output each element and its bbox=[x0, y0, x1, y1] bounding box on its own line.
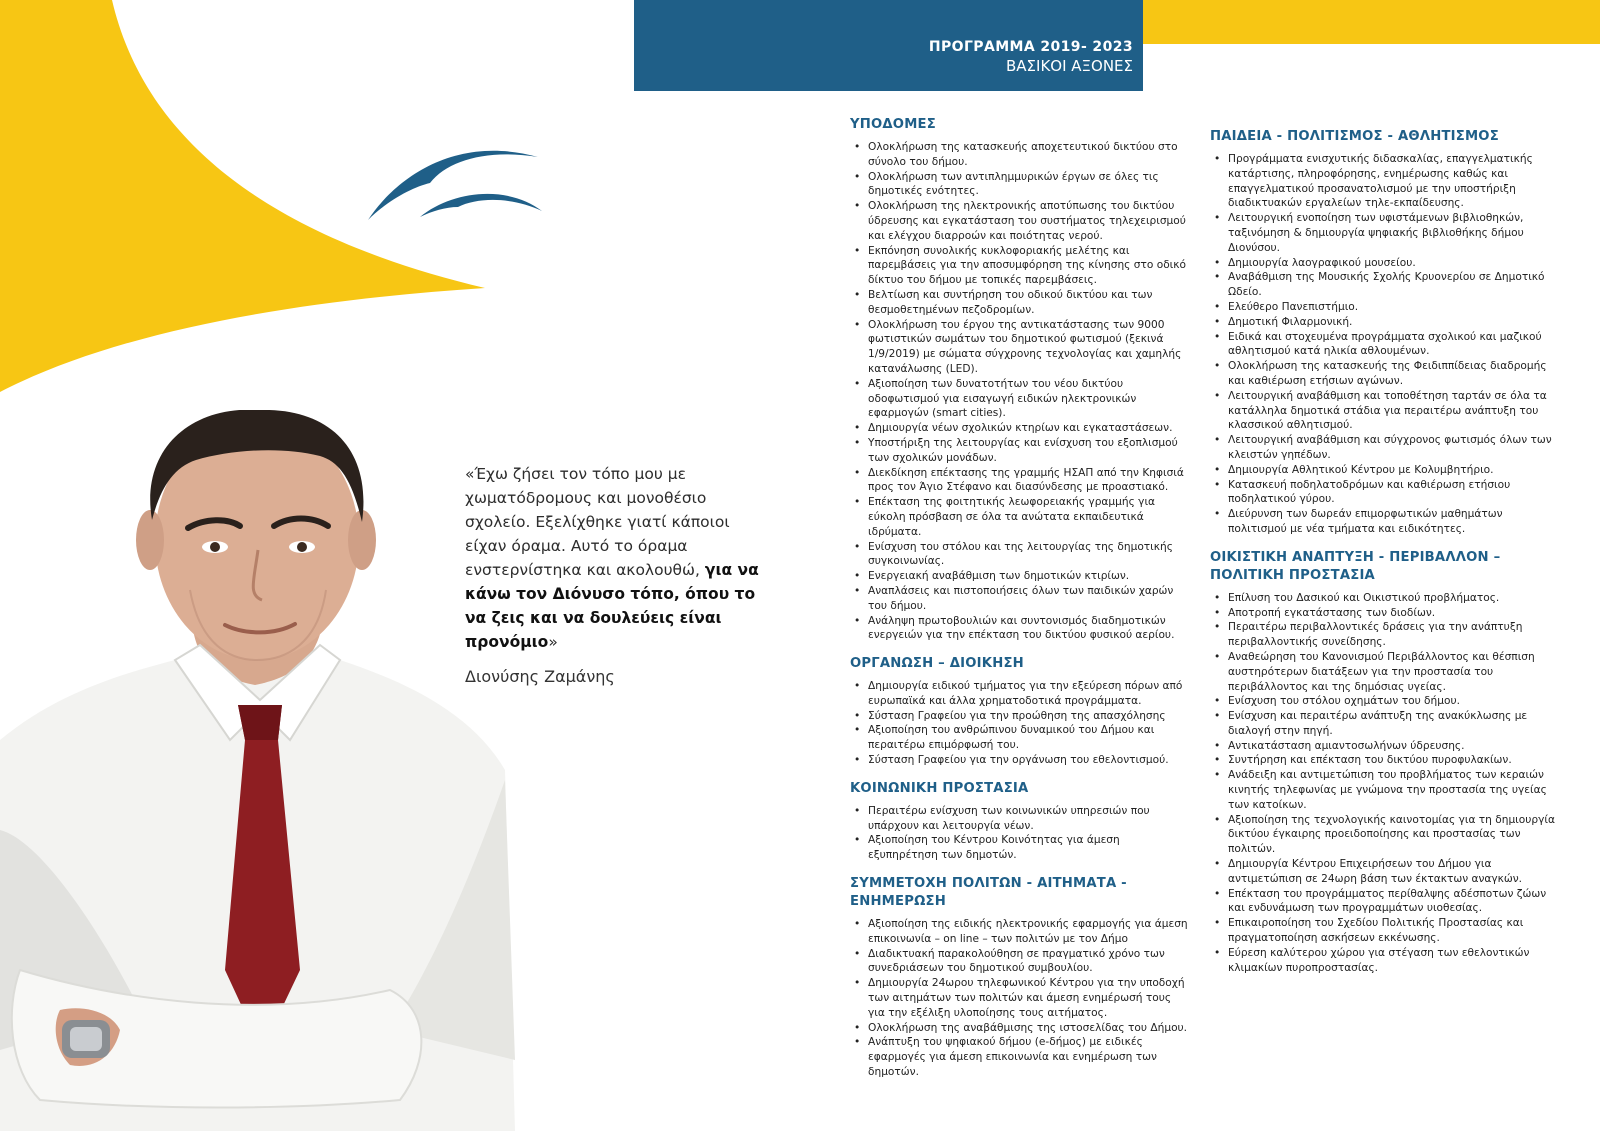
list-item: • Δημιουργία ειδικού τμήματος για την εξεύρεση πόρων από ευρωπαϊκά και άλλα χρηματοδοτικά προγράμματα. bbox=[868, 679, 1190, 709]
section-title: ΟΙΚΙΣΤΙΚΗ ΑΝΑΠΤΥΞΗ - ΠΕΡΙΒΑΛΛΟΝ – ΠΟΛΙΤΙΚΗ ΠΡΟΣΤΑΣΙΑ bbox=[1210, 549, 1501, 583]
list-item: • Ενίσχυση και περαιτέρω ανάπτυξη της ανακύκλωσης με διαλογή στην πηγή. bbox=[1228, 709, 1555, 739]
list-item: • Διαδικτυακή παρακολούθηση σε πραγματικό χρόνο των συνεδριάσεων του δημοτικού συμβουλίου. bbox=[868, 947, 1190, 977]
list-item: • Αναβάθμιση της Μουσικής Σχολής Κρυονερίου σε Δημοτικό Ωδείο. bbox=[1228, 270, 1555, 300]
list-item: • Δημιουργία Κέντρου Επιχειρήσεων του Δήμου για αντιμετώπιση σε 24ωρη βάση των έκτακτων αναγκών. bbox=[1228, 857, 1555, 887]
list-item: • Επέκταση της φοιτητικής λεωφορειακής γραμμής για εύκολη πρόσβαση σε όλα τα ανώτατα εκπαιδευτικά ιδρύματα. bbox=[868, 495, 1190, 539]
section-list bbox=[850, 804, 1190, 863]
list-item: • Ανάδειξη και αντιμετώπιση του προβλήματος των κεραιών κινητής τηλεφωνίας με γνώμονα την προστασία της υγείας των κατοίκων. bbox=[1228, 768, 1555, 812]
list-item: • Δημιουργία Αθλητικού Κέντρου με Κολυμβητήριο. bbox=[1228, 463, 1555, 478]
list-item: • Αξιοποίηση των δυνατοτήτων του νέου δικτύου οδοφωτισμού για εισαγωγή ειδικών ηλεκτρονικών εφαρμογών (smart cities). bbox=[868, 377, 1190, 421]
section-gap bbox=[1210, 537, 1555, 549]
list-item: • Ενίσχυση του στόλου οχημάτων του δήμου. bbox=[1228, 694, 1555, 709]
section-list bbox=[1210, 591, 1555, 976]
section-gap bbox=[850, 863, 1190, 875]
list-item: • Κατασκευή ποδηλατοδρόμων και καθιέρωση ετήσιου ποδηλατικού γύρου. bbox=[1228, 478, 1555, 508]
list-item: • Ανάπτυξη του ψηφιακού δήμου (e-δήμος) με ειδικές εφαρμογές για άμεση επικοινωνία και ενημέρωση των δημοτών. bbox=[868, 1035, 1190, 1079]
list-item: • Αντικατάσταση αμιαντοσωλήνων ύδρευσης. bbox=[1228, 739, 1555, 754]
list-item: • Αναπλάσεις και πιστοποιήσεις όλων των παιδικών χαρών του δήμου. bbox=[868, 584, 1190, 614]
section-list bbox=[1210, 152, 1555, 537]
section-list bbox=[850, 140, 1190, 643]
list-item: • Επίλυση του Δασικού και Οικιστικού προβλήματος. bbox=[1228, 591, 1555, 606]
list-item: • Εύρεση καλύτερου χώρου για στέγαση των εθελοντικών κλιμακίων πυροπροστασίας. bbox=[1228, 946, 1555, 976]
list-item: • Ειδικά και στοχευμένα προγράμματα σχολικού και μαζικού αθλητισμού κατά ηλικία αθλουμένων. bbox=[1228, 330, 1555, 360]
list-item: • Δημιουργία 24ωρου τηλεφωνικού Κέντρου για την υποδοχή των αιτημάτων των πολιτών και άμεση ενημέρωσή τους για την εξέλιξη υλοποίησης τους αιτήματος. bbox=[868, 976, 1190, 1020]
list-item: • Προγράμματα ενισχυτικής διδασκαλίας, επαγγελματικής κατάρτισης, πληροφόρησης, ενημέρωσης καθώς και επαγγελματικού προσανατολισμού με την υποστήριξη διαδικτυακών εργαλείων τηλε-εκπαίδευσης. bbox=[1228, 152, 1555, 211]
list-item: • Δημοτική Φιλαρμονική. bbox=[1228, 315, 1555, 330]
list-item: • Δημιουργία νέων σχολικών κτηρίων και εγκαταστάσεων. bbox=[868, 421, 1190, 436]
list-item: • Υποστήριξη της λειτουργίας και ενίσχυση του εξοπλισμού των σχολικών μονάδων. bbox=[868, 436, 1190, 466]
list-item: • Ελεύθερο Πανεπιστήμιο. bbox=[1228, 300, 1555, 315]
list-item: • Βελτίωση και συντήρηση του οδικού δικτύου και των θεσμοθετημένων πεζοδρομίων. bbox=[868, 288, 1190, 318]
list-item: • Αποτροπή εγκατάστασης των διοδίων. bbox=[1228, 606, 1555, 621]
list-item: • Δημιουργία λαογραφικού μουσείου. bbox=[1228, 256, 1555, 271]
list-item: • Ολοκλήρωση της κατασκευής της Φειδιππίδειας διαδρομής και καθιέρωση ετήσιων αγώνων. bbox=[1228, 359, 1555, 389]
quote-close-mark: » bbox=[548, 633, 558, 651]
section-gap bbox=[850, 768, 1190, 780]
list-item: • Ανάληψη πρωτοβουλιών και συντονισμός διαδημοτικών ενεργειών για την επέκταση του δικτύου φυσικού αερίου. bbox=[868, 614, 1190, 644]
program-header bbox=[634, 0, 1143, 91]
candidate-portrait bbox=[0, 410, 520, 1131]
list-item: • Διεύρυνση των δωρεάν επιμορφωτικών μαθημάτων πολιτισμού με νέα τμήματα και ειδικότητες. bbox=[1228, 507, 1555, 537]
list-item: • Σύσταση Γραφείου για την οργάνωση του εθελοντισμού. bbox=[868, 753, 1190, 768]
list-item: • Επικαιροποίηση του Σχεδίου Πολιτικής Προστασίας και πραγματοποίηση ασκήσεων εκκένωσης. bbox=[1228, 916, 1555, 946]
list-item: • Αξιοποίηση της τεχνολογικής καινοτομίας για τη δημιουργία δικτύου έγκαιρης προειδοποίησης και προστασίας των πολιτών. bbox=[1228, 813, 1555, 857]
list-item: • Εκπόνηση συνολικής κυκλοφοριακής μελέτης και παρεμβάσεις για την αποσυμφόρηση της κίνησης στο οδικό δίκτυο του δήμου με τοπικές παρεμβάσεις. bbox=[868, 244, 1190, 288]
list-item: • Ολοκλήρωση των αντιπλημμυρικών έργων σε όλες τις δημοτικές ενότητες. bbox=[868, 170, 1190, 200]
quote-text: «Έχω ζήσει τον τόπο μου με χωματόδρομους και μονοθέσιο σχολείο. Εξελίχθηκε γιατί κάποιοι είχαν όραμα. Αυτό το όραμα ενστερνίστηκα και ακολουθώ, bbox=[465, 465, 730, 579]
quote-author: Διονύσης Ζαμάνης bbox=[465, 667, 615, 686]
quote-text-bold: για να κάνω τον Διόνυσο τόπο, όπου το να ζεις και να δουλεύεις είναι προνόμιο bbox=[465, 561, 759, 651]
birds-logo-icon bbox=[368, 135, 546, 227]
list-item: • Αξιοποίηση του ανθρώπινου δυναμικού του Δήμου και περαιτέρω επιμόρφωσή του. bbox=[868, 723, 1190, 753]
section-gap bbox=[850, 643, 1190, 655]
section-title: ΚΟΙΝΩΝΙΚΗ ΠΡΟΣΤΑΣΙΑ bbox=[850, 780, 1029, 796]
section-list bbox=[850, 679, 1190, 768]
list-item: • Ολοκλήρωση της αναβάθμισης της ιστοσελίδας του Δήμου. bbox=[868, 1021, 1190, 1036]
list-item: • Περαιτέρω ενίσχυση των κοινωνικών υπηρεσιών που υπάρχουν και λειτουργία νέων. bbox=[868, 804, 1190, 834]
list-item: • Λειτουργική ενοποίηση των υφιστάμενων βιβλιοθηκών, ταξινόμηση & δημιουργία ψηφιακής βιβλιοθήκης δήμου Διονύσου. bbox=[1228, 211, 1555, 255]
list-item: • Ολοκλήρωση της κατασκευής αποχετευτικού δικτύου στο σύνολο του δήμου. bbox=[868, 140, 1190, 170]
section-list bbox=[850, 917, 1190, 1080]
list-item: • Ολοκλήρωση του έργου της αντικατάστασης των 9000 φωτιστικών σωμάτων του δημοτικού φωτισμού (ξεκινά 1/9/2019) με σώματα σύγχρονης τεχνολογίας και χαμηλής κατανάλωσης (LED). bbox=[868, 318, 1190, 377]
list-item: • Ολοκλήρωση της ηλεκτρονικής αποτύπωσης του δικτύου ύδρευσης και εγκατάσταση του συστήματος τηλεχειρισμού και ελέγχου διαρροών και ποιότητας νερού. bbox=[868, 199, 1190, 243]
list-item: • Αξιοποίηση του Κέντρου Κοινότητας για άμεση εξυπηρέτηση των δημοτών. bbox=[868, 833, 1190, 863]
list-item: • Περαιτέρω περιβαλλοντικές δράσεις για την ανάπτυξη περιβαλλοντικής συνείδησης. bbox=[1228, 620, 1555, 650]
program-column-right bbox=[1210, 128, 1555, 975]
list-item: • Αξιοποίηση της ειδικής ηλεκτρονικής εφαρμογής για άμεση επικοινωνία – on line – των πολιτών με τον Δήμο bbox=[868, 917, 1190, 947]
program-subtitle: ΒΑΣΙΚΟΙ ΑΞΟΝΕΣ bbox=[1005, 57, 1133, 75]
section-title: ΠΑΙΔΕΙΑ - ΠΟΛΙΤΙΣΜΟΣ - ΑΘΛΗΤΙΣΜΟΣ bbox=[1210, 129, 1499, 144]
list-item: • Λειτουργική αναβάθμιση και σύγχρονος φωτισμός όλων των κλειστών γηπέδων. bbox=[1228, 433, 1555, 463]
section-title: ΟΡΓΑΝΩΣΗ – ΔΙΟΙΚΗΣΗ bbox=[850, 656, 1024, 672]
list-item: • Λειτουργική αναβάθμιση και τοποθέτηση ταρτάν σε όλα τα κατάλληλα δημοτικά στάδια για περαιτέρω ανάπτυξη του κλασσικού αθλητισμού. bbox=[1228, 389, 1555, 433]
list-item: • Ενίσχυση του στόλου και της λειτουργίας της δημοτικής συγκοινωνίας. bbox=[868, 540, 1190, 570]
list-item: • Ενεργειακή αναβάθμιση των δημοτικών κτιρίων. bbox=[868, 569, 1190, 584]
list-item: • Σύσταση Γραφείου για την προώθηση της απασχόλησης bbox=[868, 709, 1190, 724]
section-title: ΣΥΜΜΕΤΟΧΗ ΠΟΛΙΤΩΝ - ΑΙΤΗΜΑΤΑ - ΕΝΗΜΕΡΩΣΗ bbox=[850, 876, 1127, 910]
list-item: • Συντήρηση και επέκταση του δικτύου πυροφυλακίων. bbox=[1228, 753, 1555, 768]
top-yellow-bar bbox=[1143, 0, 1600, 44]
program-title: ΠΡΟΓΡΑΜΜΑ 2019- 2023 bbox=[928, 39, 1133, 55]
list-item: • Διεκδίκηση επέκτασης της γραμμής ΗΣΑΠ από την Κηφισιά προς τον Άγιο Στέφανο και διασύνδεσης με προαστιακό. bbox=[868, 466, 1190, 496]
list-item: • Επέκταση του προγράμματος περίθαλψης αδέσποτων ζώων και ενδυνάμωση των προγραμμάτων υιοθεσίας. bbox=[1228, 887, 1555, 917]
candidate-quote bbox=[465, 462, 765, 654]
program-column-left bbox=[850, 116, 1190, 1080]
list-item: • Αναθεώρηση του Κανονισμού Περιβάλλοντος και θέσπιση αυστηρότερων διατάξεων για την προστασία του περιβάλλοντος και της δημόσιας υγείας. bbox=[1228, 650, 1555, 694]
section-title: ΥΠΟΔΟΜΕΣ bbox=[850, 117, 936, 132]
